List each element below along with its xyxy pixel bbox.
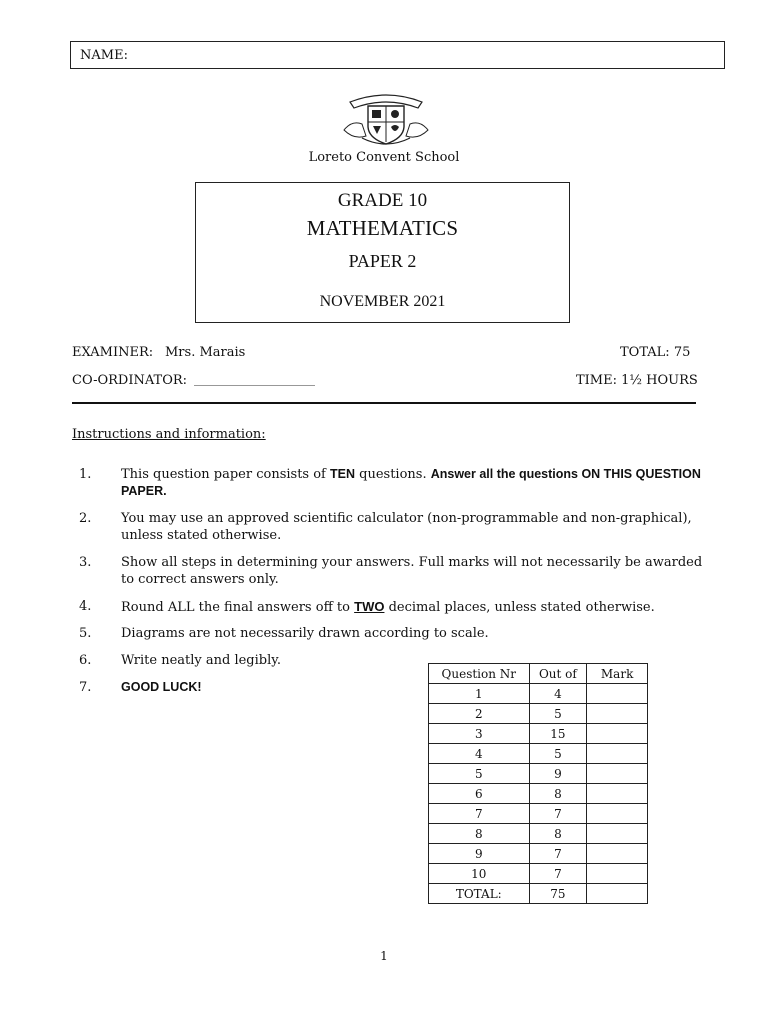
instruction-number: 7. <box>79 680 92 695</box>
mark-cell[interactable] <box>587 804 648 824</box>
instruction-number: 5. <box>79 626 92 641</box>
page-number: 1 <box>380 949 388 963</box>
table-cell: 75 <box>529 884 587 904</box>
mark-cell[interactable] <box>587 884 648 904</box>
instruction-text: Write neatly and legibly. <box>121 653 282 668</box>
coordinator-label: CO-ORDINATOR: <box>72 373 188 388</box>
table-cell: 5 <box>529 744 587 764</box>
table-cell: 10 <box>429 864 530 884</box>
instruction-text: Show all steps in determining your answers. Full marks will not necessarily be awarded to correct answers only. <box>121 555 703 587</box>
table-cell: 8 <box>529 784 587 804</box>
table-row <box>429 784 648 804</box>
name-label: NAME: <box>80 48 128 63</box>
table-cell: 8 <box>529 824 587 844</box>
instruction-number: 1. <box>79 467 92 482</box>
instruction-text: Diagrams are not necessarily drawn according to scale. <box>121 626 489 641</box>
marks-table <box>428 663 648 904</box>
examiner-name: Mrs. Marais <box>165 345 246 360</box>
table-row <box>429 804 648 824</box>
instruction-number: 6. <box>79 653 92 668</box>
table-cell: 8 <box>429 824 530 844</box>
examiner-label: EXAMINER: <box>72 345 154 360</box>
table-cell: 5 <box>529 704 587 724</box>
table-cell: 1 <box>429 684 530 704</box>
column-header: Question Nr <box>429 664 530 684</box>
mark-cell[interactable] <box>587 704 648 724</box>
instruction-text: Round ALL the final answers off to TWO decimal places, unless stated otherwise. <box>121 599 655 615</box>
table-cell: 5 <box>429 764 530 784</box>
table-cell: 3 <box>429 724 530 744</box>
paper-title: PAPER 2 <box>348 251 417 271</box>
time-allowed: TIME: 1½ HOURS <box>576 373 698 388</box>
table-cell: TOTAL: <box>429 884 530 904</box>
school-crest-icon <box>340 90 432 148</box>
table-row <box>429 704 648 724</box>
instruction-number: 4. <box>79 599 92 614</box>
instruction-number: 3. <box>79 555 92 570</box>
title-box <box>195 182 570 323</box>
instructions-heading: Instructions and information: <box>72 427 266 442</box>
instruction-text: You may use an approved scientific calculator (non-programmable and non-graphical), unless stated otherwise. <box>121 511 692 543</box>
column-header: Out of <box>529 664 587 684</box>
mark-cell[interactable] <box>587 764 648 784</box>
instruction-text: This question paper consists of TEN questions. Answer all the questions ON THIS QUESTION PAPER. <box>121 467 701 498</box>
table-cell: 15 <box>529 724 587 744</box>
table-cell: 7 <box>529 844 587 864</box>
name-field[interactable] <box>70 41 725 69</box>
mark-cell[interactable] <box>587 724 648 744</box>
table-cell: 6 <box>429 784 530 804</box>
table-row <box>429 884 648 904</box>
table-cell: 7 <box>429 804 530 824</box>
table-cell: 9 <box>529 764 587 784</box>
instruction-text: GOOD LUCK! <box>121 680 202 694</box>
table-header-row <box>429 664 648 684</box>
table-row <box>429 864 648 884</box>
table-row <box>429 744 648 764</box>
mark-cell[interactable] <box>587 824 648 844</box>
table-row <box>429 824 648 844</box>
mark-cell[interactable] <box>587 684 648 704</box>
table-cell: 2 <box>429 704 530 724</box>
instruction-number: 2. <box>79 511 92 526</box>
school-name: Loreto Convent School <box>308 150 460 165</box>
divider-rule <box>72 402 696 404</box>
table-row <box>429 844 648 864</box>
table-row <box>429 764 648 784</box>
table-row <box>429 724 648 744</box>
grade-title: GRADE 10 <box>337 190 428 211</box>
coordinator-blank: ______________________ <box>194 373 315 386</box>
table-cell: 4 <box>529 684 587 704</box>
table-cell: 4 <box>429 744 530 764</box>
subject-title: MATHEMATICS <box>306 216 459 240</box>
table-cell: 7 <box>529 804 587 824</box>
total-marks: TOTAL: 75 <box>620 345 691 360</box>
mark-cell[interactable] <box>587 844 648 864</box>
table-row <box>429 684 648 704</box>
table-cell: 9 <box>429 844 530 864</box>
mark-cell[interactable] <box>587 864 648 884</box>
exam-date: NOVEMBER 2021 <box>319 293 446 310</box>
column-header: Mark <box>587 664 648 684</box>
mark-cell[interactable] <box>587 784 648 804</box>
mark-cell[interactable] <box>587 744 648 764</box>
table-cell: 7 <box>529 864 587 884</box>
